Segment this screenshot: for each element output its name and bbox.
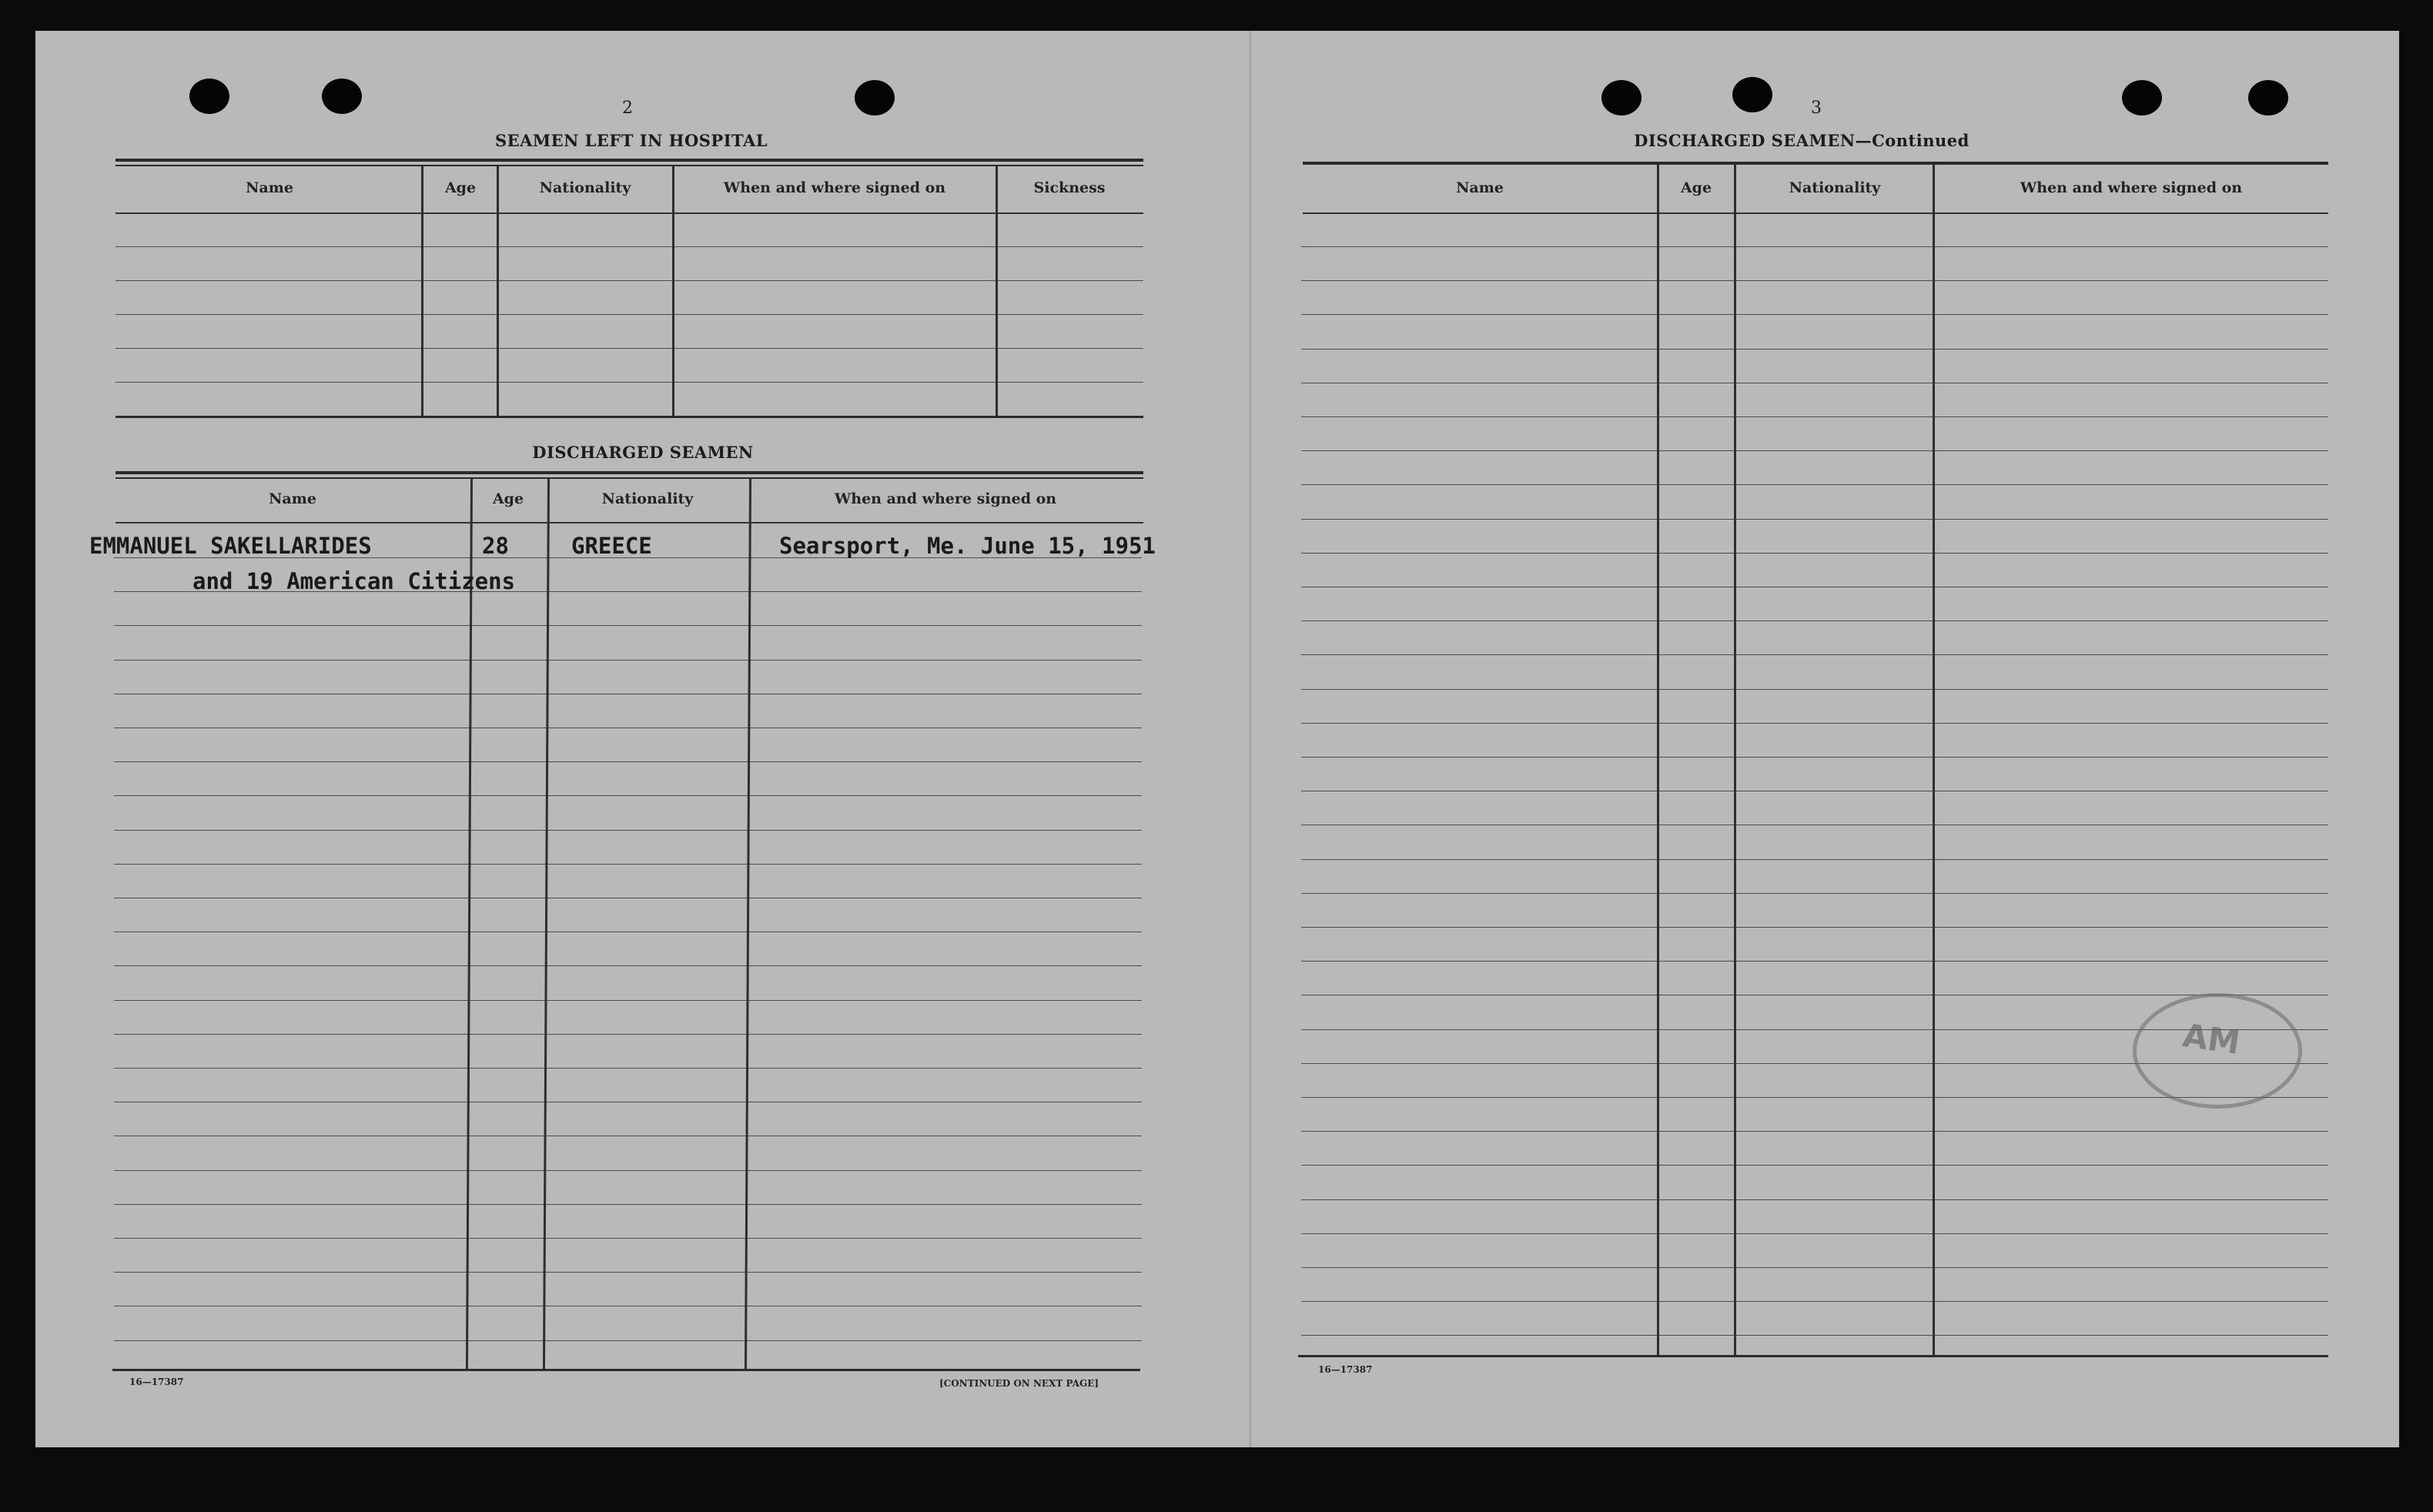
right-row-line bbox=[1301, 1165, 2328, 1166]
seaman-signed-on: Searsport, Me. June 15, 1951 bbox=[779, 533, 1156, 559]
discharged-top-rule-2 bbox=[115, 477, 1143, 479]
right-header-age: Age bbox=[1680, 179, 1712, 196]
right-row-line bbox=[1301, 484, 2328, 485]
discharged-row-line bbox=[114, 1340, 1142, 1341]
right-header-rule bbox=[1303, 212, 2328, 214]
right-row-line bbox=[1301, 927, 2328, 928]
seaman-nationality: GREECE bbox=[571, 533, 652, 559]
right-row-line bbox=[1301, 689, 2328, 690]
discharged-row-line bbox=[114, 660, 1142, 661]
right-row-line bbox=[1301, 1267, 2328, 1268]
punch-hole bbox=[189, 79, 229, 114]
right-row-line bbox=[1301, 1233, 2328, 1234]
right-header-signed-on: When and where signed on bbox=[2020, 179, 2243, 196]
discharged-header-rule bbox=[115, 522, 1143, 524]
discharged-row-line bbox=[114, 1272, 1142, 1273]
stamp-text: AM bbox=[2180, 1016, 2243, 1062]
seaman-age: 28 bbox=[482, 533, 509, 559]
punch-hole bbox=[2248, 80, 2288, 115]
discharged-row-line bbox=[114, 1034, 1142, 1035]
right-title-main: DISCHARGED SEAMEN bbox=[1634, 131, 1856, 150]
right-row-line bbox=[1301, 1131, 2328, 1132]
seaman-note: and 19 American Citizens bbox=[192, 568, 516, 594]
right-header-name: Name bbox=[1456, 179, 1504, 196]
document-sheet bbox=[35, 31, 2399, 1447]
hospital-col-divider bbox=[421, 166, 423, 417]
discharged-top-rule bbox=[115, 471, 1143, 474]
right-row-line bbox=[1301, 723, 2328, 724]
hospital-row-line bbox=[115, 280, 1143, 281]
discharged-row-line bbox=[114, 965, 1142, 966]
hospital-row-line bbox=[115, 382, 1143, 383]
hospital-top-rule bbox=[115, 159, 1143, 162]
discharged-row-line bbox=[114, 1000, 1142, 1001]
right-row-line bbox=[1301, 553, 2328, 554]
continued-note: [CONTINUED ON NEXT PAGE] bbox=[939, 1378, 1099, 1389]
discharged-bottom-rule bbox=[112, 1369, 1140, 1371]
right-row-line bbox=[1301, 246, 2328, 247]
right-title-suffix: —Continued bbox=[1855, 131, 1969, 150]
right-page-number: 3 bbox=[1811, 99, 1822, 118]
discharged-header-name: Name bbox=[269, 490, 316, 507]
hospital-header-age: Age bbox=[444, 179, 477, 196]
right-bottom-rule bbox=[1298, 1355, 2328, 1357]
right-form-number: 16—17387 bbox=[1318, 1364, 1373, 1375]
discharged-row-line bbox=[114, 625, 1142, 626]
hospital-header-nationality: Nationality bbox=[539, 179, 631, 196]
hospital-col-divider bbox=[672, 166, 674, 417]
right-row-line bbox=[1301, 961, 2328, 962]
right-row-line bbox=[1301, 1301, 2328, 1302]
seaman-name: EMMANUEL SAKELLARIDES bbox=[89, 533, 372, 559]
right-header-nationality: Nationality bbox=[1789, 179, 1881, 196]
immigration-stamp bbox=[2133, 993, 2302, 1109]
hospital-col-divider bbox=[497, 166, 499, 417]
hospital-header-rule bbox=[115, 212, 1143, 214]
discharged-row-line bbox=[114, 864, 1142, 865]
right-row-line bbox=[1301, 450, 2328, 451]
discharged-header-signed-on: When and where signed on bbox=[834, 490, 1057, 507]
right-row-line bbox=[1301, 416, 2328, 417]
right-row-line bbox=[1301, 893, 2328, 894]
right-row-line bbox=[1301, 519, 2328, 520]
right-top-rule bbox=[1303, 162, 2328, 165]
discharged-row-line bbox=[114, 1204, 1142, 1205]
right-row-line bbox=[1301, 1335, 2328, 1336]
discharged-row-line bbox=[114, 1170, 1142, 1171]
discharged-row-line bbox=[114, 761, 1142, 762]
hospital-header-name: Name bbox=[246, 179, 293, 196]
discharged-row-line bbox=[114, 830, 1142, 831]
left-page-number: 2 bbox=[622, 99, 633, 118]
punch-hole bbox=[855, 80, 895, 115]
hospital-row-line bbox=[115, 246, 1143, 247]
hospital-top-rule-2 bbox=[115, 165, 1143, 166]
discharged-row-line bbox=[114, 1238, 1142, 1239]
hospital-col-divider bbox=[996, 166, 998, 417]
right-row-line bbox=[1301, 654, 2328, 655]
discharged-row-line bbox=[114, 1068, 1142, 1069]
right-col-divider bbox=[1657, 165, 1659, 1356]
right-row-line bbox=[1301, 314, 2328, 315]
hospital-bottom-rule bbox=[115, 416, 1143, 418]
right-col-divider bbox=[1933, 165, 1935, 1356]
right-discharged-title bbox=[1601, 131, 2002, 150]
right-col-divider bbox=[1734, 165, 1736, 1356]
left-form-number: 16—17387 bbox=[129, 1377, 184, 1387]
right-row-line bbox=[1301, 349, 2328, 350]
hospital-title: SEAMEN LEFT IN HOSPITAL bbox=[494, 131, 768, 150]
punch-hole bbox=[1732, 77, 1772, 112]
discharged-header-age: Age bbox=[492, 490, 524, 507]
hospital-row-line bbox=[115, 314, 1143, 315]
right-row-line bbox=[1301, 757, 2328, 758]
discharged-row-line bbox=[114, 795, 1142, 796]
punch-hole bbox=[1601, 80, 1642, 115]
right-row-line bbox=[1301, 280, 2328, 281]
right-row-line bbox=[1301, 1199, 2328, 1200]
discharged-header-nationality: Nationality bbox=[601, 490, 694, 507]
hospital-row-line bbox=[115, 348, 1143, 349]
hospital-header-signed-on: When and where signed on bbox=[723, 179, 946, 196]
right-row-line bbox=[1301, 859, 2328, 860]
punch-hole bbox=[322, 79, 362, 114]
punch-hole bbox=[2122, 80, 2162, 115]
hospital-header-sickness: Sickness bbox=[1033, 179, 1106, 196]
discharged-title: DISCHARGED SEAMEN bbox=[532, 443, 754, 462]
